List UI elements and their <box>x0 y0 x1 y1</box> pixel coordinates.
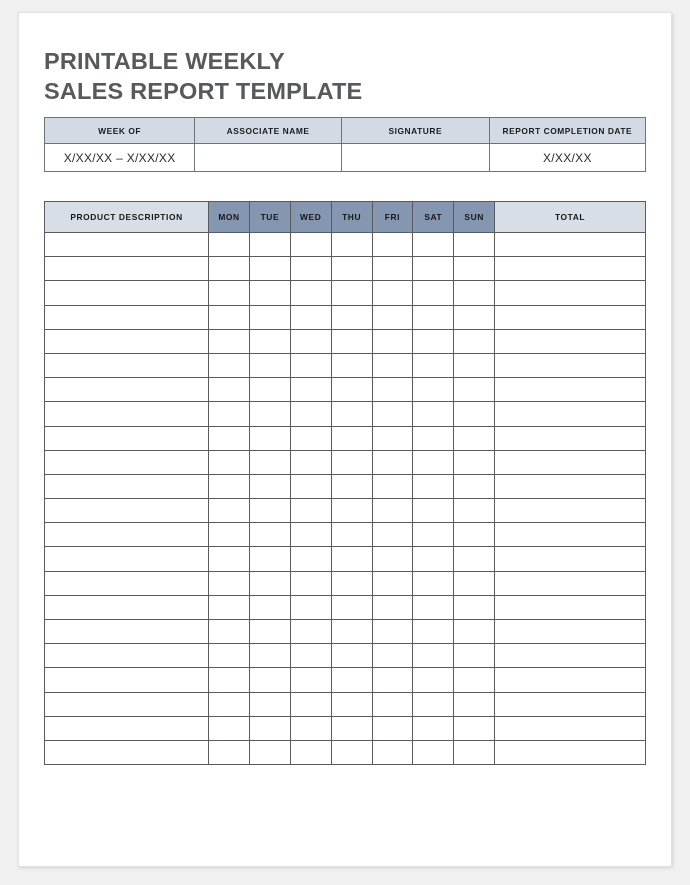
cell-tue[interactable] <box>249 281 290 305</box>
cell-sat[interactable] <box>413 595 454 619</box>
cell-sun[interactable] <box>454 281 495 305</box>
info-table-header-row <box>45 118 646 144</box>
cell-mon[interactable] <box>209 716 250 740</box>
cell-mon[interactable] <box>209 450 250 474</box>
cell-fri[interactable] <box>372 402 413 426</box>
cell-fri[interactable] <box>372 595 413 619</box>
info-header-signature: SIGNATURE <box>341 118 489 144</box>
cell-total[interactable] <box>495 378 646 402</box>
info-field-week-of[interactable]: X/XX/XX – X/XX/XX <box>45 144 195 172</box>
cell-thu[interactable] <box>331 547 372 571</box>
cell-fri[interactable] <box>372 353 413 377</box>
cell-sat[interactable] <box>413 620 454 644</box>
cell-sat[interactable] <box>413 692 454 716</box>
cell-product-description[interactable] <box>45 547 209 571</box>
cell-wed[interactable] <box>290 402 331 426</box>
cell-wed[interactable] <box>290 305 331 329</box>
cell-wed[interactable] <box>290 426 331 450</box>
cell-tue[interactable] <box>249 257 290 281</box>
cell-tue[interactable] <box>249 233 290 257</box>
cell-fri[interactable] <box>372 620 413 644</box>
cell-sun[interactable] <box>454 547 495 571</box>
cell-wed[interactable] <box>290 257 331 281</box>
cell-fri[interactable] <box>372 571 413 595</box>
column-header-tue: TUE <box>249 202 290 233</box>
cell-sat[interactable] <box>413 378 454 402</box>
table-row <box>45 402 646 426</box>
table-row <box>45 499 646 523</box>
weekly-sales-table <box>44 201 646 765</box>
cell-total[interactable] <box>495 523 646 547</box>
cell-sun[interactable] <box>454 716 495 740</box>
cell-total[interactable] <box>495 353 646 377</box>
cell-sun[interactable] <box>454 450 495 474</box>
column-header-fri: FRI <box>372 202 413 233</box>
cell-product-description[interactable] <box>45 329 209 353</box>
cell-product-description[interactable] <box>45 402 209 426</box>
table-row <box>45 329 646 353</box>
cell-sat[interactable] <box>413 450 454 474</box>
cell-thu[interactable] <box>331 329 372 353</box>
page-title-line-2: SALES REPORT TEMPLATE <box>44 78 363 104</box>
cell-fri[interactable] <box>372 692 413 716</box>
cell-wed[interactable] <box>290 740 331 764</box>
cell-tue[interactable] <box>249 329 290 353</box>
cell-product-description[interactable] <box>45 305 209 329</box>
cell-sun[interactable] <box>454 426 495 450</box>
cell-wed[interactable] <box>290 523 331 547</box>
table-row <box>45 378 646 402</box>
cell-sat[interactable] <box>413 740 454 764</box>
cell-product-description[interactable] <box>45 644 209 668</box>
table-row <box>45 233 646 257</box>
cell-mon[interactable] <box>209 692 250 716</box>
cell-tue[interactable] <box>249 378 290 402</box>
cell-tue[interactable] <box>249 450 290 474</box>
cell-tue[interactable] <box>249 547 290 571</box>
cell-mon[interactable] <box>209 499 250 523</box>
table-row <box>45 547 646 571</box>
cell-thu[interactable] <box>331 692 372 716</box>
cell-thu[interactable] <box>331 668 372 692</box>
table-row <box>45 305 646 329</box>
cell-sun[interactable] <box>454 233 495 257</box>
cell-product-description[interactable] <box>45 233 209 257</box>
cell-product-description[interactable] <box>45 257 209 281</box>
info-header-week-of: WEEK OF <box>45 118 195 144</box>
table-row <box>45 740 646 764</box>
cell-mon[interactable] <box>209 571 250 595</box>
cell-product-description[interactable] <box>45 716 209 740</box>
cell-mon[interactable] <box>209 378 250 402</box>
cell-sun[interactable] <box>454 692 495 716</box>
cell-tue[interactable] <box>249 426 290 450</box>
cell-sat[interactable] <box>413 668 454 692</box>
cell-fri[interactable] <box>372 547 413 571</box>
cell-total[interactable] <box>495 595 646 619</box>
cell-sun[interactable] <box>454 523 495 547</box>
cell-mon[interactable] <box>209 281 250 305</box>
info-table-value-row <box>45 144 646 172</box>
cell-tue[interactable] <box>249 692 290 716</box>
info-field-signature[interactable] <box>341 144 489 172</box>
cell-mon[interactable] <box>209 305 250 329</box>
cell-total[interactable] <box>495 692 646 716</box>
cell-sat[interactable] <box>413 474 454 498</box>
cell-total[interactable] <box>495 402 646 426</box>
cell-total[interactable] <box>495 547 646 571</box>
cell-mon[interactable] <box>209 620 250 644</box>
cell-total[interactable] <box>495 305 646 329</box>
info-header-associate-name: ASSOCIATE NAME <box>195 118 342 144</box>
cell-sat[interactable] <box>413 644 454 668</box>
cell-sun[interactable] <box>454 305 495 329</box>
cell-thu[interactable] <box>331 620 372 644</box>
cell-sat[interactable] <box>413 547 454 571</box>
cell-total[interactable] <box>495 450 646 474</box>
cell-wed[interactable] <box>290 620 331 644</box>
cell-mon[interactable] <box>209 257 250 281</box>
cell-fri[interactable] <box>372 644 413 668</box>
cell-total[interactable] <box>495 499 646 523</box>
cell-wed[interactable] <box>290 547 331 571</box>
table-row <box>45 668 646 692</box>
cell-sun[interactable] <box>454 474 495 498</box>
cell-thu[interactable] <box>331 523 372 547</box>
cell-wed[interactable] <box>290 595 331 619</box>
cell-thu[interactable] <box>331 378 372 402</box>
column-header-sat: SAT <box>413 202 454 233</box>
cell-fri[interactable] <box>372 499 413 523</box>
cell-product-description[interactable] <box>45 571 209 595</box>
cell-total[interactable] <box>495 257 646 281</box>
cell-sun[interactable] <box>454 571 495 595</box>
cell-wed[interactable] <box>290 644 331 668</box>
cell-sat[interactable] <box>413 257 454 281</box>
cell-fri[interactable] <box>372 716 413 740</box>
cell-sun[interactable] <box>454 620 495 644</box>
sales-table-body <box>45 233 646 765</box>
cell-fri[interactable] <box>372 305 413 329</box>
cell-tue[interactable] <box>249 571 290 595</box>
cell-fri[interactable] <box>372 668 413 692</box>
cell-sat[interactable] <box>413 353 454 377</box>
cell-sun[interactable] <box>454 378 495 402</box>
cell-sat[interactable] <box>413 305 454 329</box>
cell-total[interactable] <box>495 233 646 257</box>
cell-thu[interactable] <box>331 450 372 474</box>
cell-sat[interactable] <box>413 402 454 426</box>
column-header-product-description: PRODUCT DESCRIPTION <box>45 202 209 233</box>
cell-thu[interactable] <box>331 595 372 619</box>
cell-fri[interactable] <box>372 257 413 281</box>
cell-wed[interactable] <box>290 692 331 716</box>
cell-thu[interactable] <box>331 257 372 281</box>
table-row <box>45 474 646 498</box>
page-title <box>44 46 604 106</box>
cell-sat[interactable] <box>413 329 454 353</box>
cell-sun[interactable] <box>454 668 495 692</box>
cell-mon[interactable] <box>209 644 250 668</box>
table-row <box>45 450 646 474</box>
column-header-mon: MON <box>209 202 250 233</box>
cell-tue[interactable] <box>249 402 290 426</box>
cell-thu[interactable] <box>331 426 372 450</box>
page-title-line-1: PRINTABLE WEEKLY <box>44 48 285 74</box>
cell-wed[interactable] <box>290 329 331 353</box>
cell-tue[interactable] <box>249 305 290 329</box>
cell-product-description[interactable] <box>45 668 209 692</box>
cell-total[interactable] <box>495 668 646 692</box>
cell-sat[interactable] <box>413 233 454 257</box>
cell-total[interactable] <box>495 740 646 764</box>
cell-tue[interactable] <box>249 353 290 377</box>
cell-wed[interactable] <box>290 353 331 377</box>
cell-mon[interactable] <box>209 523 250 547</box>
info-field-completion-date[interactable]: X/XX/XX <box>489 144 645 172</box>
cell-thu[interactable] <box>331 644 372 668</box>
cell-fri[interactable] <box>372 740 413 764</box>
cell-thu[interactable] <box>331 571 372 595</box>
table-row <box>45 595 646 619</box>
table-row <box>45 571 646 595</box>
cell-wed[interactable] <box>290 716 331 740</box>
cell-thu[interactable] <box>331 233 372 257</box>
cell-fri[interactable] <box>372 233 413 257</box>
cell-fri[interactable] <box>372 450 413 474</box>
table-row <box>45 426 646 450</box>
cell-product-description[interactable] <box>45 450 209 474</box>
cell-wed[interactable] <box>290 474 331 498</box>
cell-mon[interactable] <box>209 740 250 764</box>
cell-product-description[interactable] <box>45 426 209 450</box>
table-row <box>45 692 646 716</box>
table-row <box>45 716 646 740</box>
cell-wed[interactable] <box>290 450 331 474</box>
cell-sun[interactable] <box>454 329 495 353</box>
cell-sun[interactable] <box>454 595 495 619</box>
cell-wed[interactable] <box>290 499 331 523</box>
cell-sat[interactable] <box>413 426 454 450</box>
cell-tue[interactable] <box>249 499 290 523</box>
cell-sun[interactable] <box>454 499 495 523</box>
cell-tue[interactable] <box>249 595 290 619</box>
cell-product-description[interactable] <box>45 474 209 498</box>
cell-wed[interactable] <box>290 378 331 402</box>
cell-product-description[interactable] <box>45 353 209 377</box>
cell-tue[interactable] <box>249 474 290 498</box>
column-header-thu: THU <box>331 202 372 233</box>
info-header-completion-date: REPORT COMPLETION DATE <box>489 118 645 144</box>
cell-thu[interactable] <box>331 716 372 740</box>
cell-wed[interactable] <box>290 233 331 257</box>
cell-sat[interactable] <box>413 523 454 547</box>
cell-fri[interactable] <box>372 523 413 547</box>
cell-mon[interactable] <box>209 474 250 498</box>
cell-tue[interactable] <box>249 740 290 764</box>
cell-mon[interactable] <box>209 547 250 571</box>
column-header-total: TOTAL <box>495 202 646 233</box>
cell-total[interactable] <box>495 716 646 740</box>
cell-mon[interactable] <box>209 668 250 692</box>
cell-sun[interactable] <box>454 740 495 764</box>
cell-thu[interactable] <box>331 499 372 523</box>
cell-product-description[interactable] <box>45 740 209 764</box>
cell-wed[interactable] <box>290 668 331 692</box>
cell-thu[interactable] <box>331 353 372 377</box>
cell-wed[interactable] <box>290 281 331 305</box>
cell-mon[interactable] <box>209 595 250 619</box>
cell-fri[interactable] <box>372 426 413 450</box>
cell-product-description[interactable] <box>45 620 209 644</box>
cell-sat[interactable] <box>413 571 454 595</box>
printable-page <box>18 12 672 867</box>
column-header-sun: SUN <box>454 202 495 233</box>
column-header-wed: WED <box>290 202 331 233</box>
cell-fri[interactable] <box>372 474 413 498</box>
cell-fri[interactable] <box>372 281 413 305</box>
cell-thu[interactable] <box>331 281 372 305</box>
cell-product-description[interactable] <box>45 281 209 305</box>
info-field-associate-name[interactable] <box>195 144 342 172</box>
table-row <box>45 620 646 644</box>
table-row <box>45 257 646 281</box>
cell-tue[interactable] <box>249 668 290 692</box>
cell-sun[interactable] <box>454 353 495 377</box>
cell-tue[interactable] <box>249 716 290 740</box>
table-row <box>45 644 646 668</box>
cell-thu[interactable] <box>331 402 372 426</box>
cell-total[interactable] <box>495 329 646 353</box>
cell-sat[interactable] <box>413 281 454 305</box>
cell-product-description[interactable] <box>45 523 209 547</box>
report-info-table <box>44 117 646 172</box>
cell-total[interactable] <box>495 620 646 644</box>
cell-mon[interactable] <box>209 426 250 450</box>
cell-total[interactable] <box>495 281 646 305</box>
cell-total[interactable] <box>495 571 646 595</box>
cell-sun[interactable] <box>454 402 495 426</box>
cell-tue[interactable] <box>249 620 290 644</box>
cell-tue[interactable] <box>249 523 290 547</box>
table-row <box>45 523 646 547</box>
cell-thu[interactable] <box>331 740 372 764</box>
cell-sat[interactable] <box>413 716 454 740</box>
cell-total[interactable] <box>495 426 646 450</box>
cell-sat[interactable] <box>413 499 454 523</box>
sales-table-header-row <box>45 202 646 233</box>
cell-product-description[interactable] <box>45 378 209 402</box>
cell-sun[interactable] <box>454 644 495 668</box>
cell-product-description[interactable] <box>45 692 209 716</box>
cell-total[interactable] <box>495 644 646 668</box>
cell-product-description[interactable] <box>45 595 209 619</box>
cell-mon[interactable] <box>209 329 250 353</box>
cell-mon[interactable] <box>209 233 250 257</box>
cell-fri[interactable] <box>372 378 413 402</box>
cell-total[interactable] <box>495 474 646 498</box>
cell-thu[interactable] <box>331 474 372 498</box>
cell-thu[interactable] <box>331 305 372 329</box>
cell-wed[interactable] <box>290 571 331 595</box>
cell-product-description[interactable] <box>45 499 209 523</box>
cell-sun[interactable] <box>454 257 495 281</box>
cell-mon[interactable] <box>209 402 250 426</box>
table-row <box>45 281 646 305</box>
cell-tue[interactable] <box>249 644 290 668</box>
table-row <box>45 353 646 377</box>
cell-mon[interactable] <box>209 353 250 377</box>
cell-fri[interactable] <box>372 329 413 353</box>
